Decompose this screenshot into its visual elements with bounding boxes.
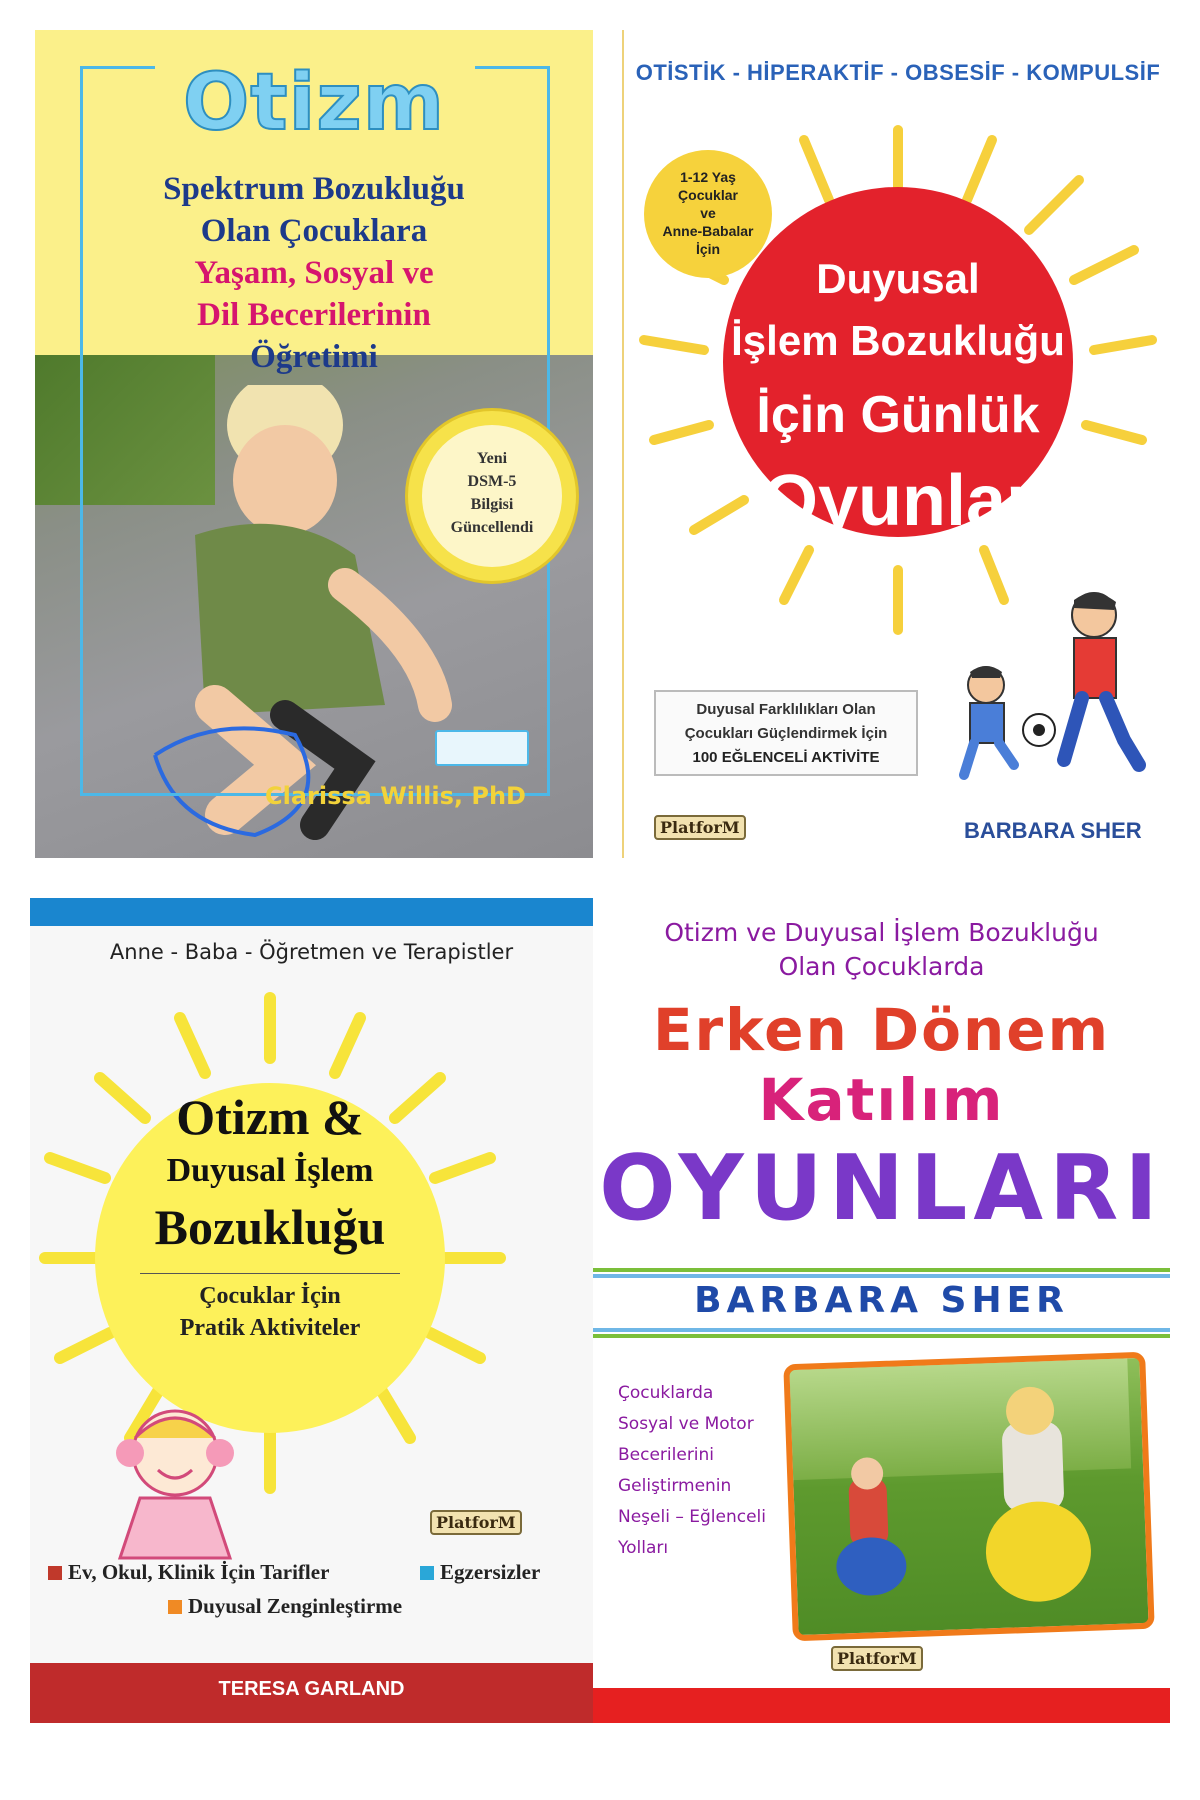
- subtitle-box: [654, 690, 918, 776]
- title-line-1: Duyusal: [816, 255, 980, 302]
- bottom-red-band: [593, 1688, 1170, 1723]
- author-name: BARBARA SHER: [964, 818, 1142, 843]
- bullet-square-blue: [420, 1566, 434, 1580]
- author-name: BARBARA SHER: [694, 1280, 1069, 1321]
- author-name: Clarissa Willis, PhD: [265, 782, 526, 810]
- stripe-green-top: [593, 1268, 1170, 1272]
- title-line-1: Erken Dönem: [652, 996, 1111, 1064]
- author-name: TERESA GARLAND: [218, 1678, 405, 1700]
- top-blue-band: [30, 898, 593, 926]
- stripe-blue-top: [593, 1274, 1170, 1278]
- title-line-blue-2: Olan Çocuklara: [200, 213, 428, 249]
- book-cover-otizm-duyusal-islem-bozuklugu[interactable]: [30, 898, 593, 1723]
- new-edition-badge: [405, 408, 579, 584]
- bullet-item-3: Duyusal Zenginleştirme: [188, 1594, 403, 1618]
- top-line: Anne - Baba - Öğretmen ve Terapistler: [109, 940, 514, 964]
- bullet-square-red: [48, 1566, 62, 1580]
- title-line-pink-1: Yaşam, Sosyal ve: [194, 255, 434, 291]
- side-text-line-4: Geliştirmenin: [618, 1476, 732, 1496]
- age-badge-line-4: Anne-Babalar: [662, 223, 754, 239]
- side-text-line-1: Çocuklarda: [618, 1383, 714, 1403]
- title-line-4: Oyunlar: [761, 461, 1035, 541]
- subtitle-line-2: Pratik Aktiviteler: [179, 1315, 361, 1341]
- bullet-list: [48, 1558, 588, 1648]
- badge-line-2: DSM-5: [467, 473, 517, 490]
- bullet-square-orange: [168, 1600, 182, 1614]
- title-divider: [140, 1273, 400, 1274]
- book-cover-erken-donem-katilim-oyunlari[interactable]: [593, 898, 1170, 1723]
- badge-line-3: Bilgisi: [470, 496, 514, 513]
- top-line-1: Otizm ve Duyusal İşlem Bozukluğu: [664, 918, 1099, 947]
- subtitle-line-1: Çocuklar İçin: [199, 1283, 341, 1309]
- age-badge-line-1: 1-12 Yaş: [680, 169, 736, 185]
- title-line-3: OYUNLARI: [599, 1136, 1164, 1241]
- side-text-line-6: Yolları: [618, 1538, 669, 1558]
- publisher-logo: PlatforM: [831, 1646, 923, 1671]
- badge-line-1: Yeni: [476, 450, 508, 467]
- title-line-blue-1: Spektrum Bozukluğu: [163, 171, 465, 207]
- stripe-blue-bottom: [593, 1328, 1170, 1332]
- subtitle-line-3: 100 EĞLENCELİ AKTİVİTE: [692, 749, 880, 766]
- girl-doodle-illustration: [90, 1398, 260, 1578]
- age-badge-line-3: ve: [700, 205, 716, 221]
- title-line-3: İçin Günlük: [756, 386, 1040, 444]
- title-line-2: Duyusal İşlem: [166, 1152, 374, 1189]
- book-cover-otizm-spektrum[interactable]: [35, 30, 593, 858]
- publisher-logo: [435, 730, 529, 766]
- kids-playing-football-illustration: [924, 590, 1164, 790]
- title-line-blue-3: Öğretimi: [250, 339, 378, 375]
- subtitle-line-2: Çocukları Güçlendirmek İçin: [684, 725, 888, 742]
- top-banner: OTİSTİK - HİPERAKTİF - OBSESİF - KOMPULSİF: [635, 60, 1161, 85]
- title-line-3: Bozukluğu: [154, 1199, 386, 1255]
- stripe-green-bottom: [593, 1334, 1170, 1338]
- title-line-2: İşlem Bozukluğu: [731, 317, 1065, 364]
- subtitle-line-1: Duyusal Farklılıkları Olan: [696, 701, 876, 718]
- book-cover-duyusal-islem-gunluk-oyunlar[interactable]: [622, 30, 1172, 858]
- side-text-line-2: Sosyal ve Motor: [618, 1414, 754, 1434]
- side-text-line-5: Neşeli – Eğlenceli: [618, 1507, 766, 1527]
- title-line-2: Katılım: [758, 1066, 1005, 1134]
- bullet-item-1: Ev, Okul, Klinik İçin Tarifler: [68, 1560, 330, 1584]
- cover-photo-kids-on-hop-balls: [783, 1352, 1154, 1641]
- title-line-1: Otizm &: [176, 1089, 364, 1145]
- side-text-block: [618, 1378, 766, 1564]
- side-text-line-3: Becerilerini: [618, 1445, 715, 1465]
- publisher-logo: PlatforM: [654, 815, 746, 840]
- publisher-logo: PlatforM: [430, 1510, 522, 1535]
- age-badge-line-2: Çocuklar: [678, 187, 738, 203]
- age-badge-line-5: İçin: [695, 241, 721, 257]
- top-line-2: Olan Çocuklarda: [778, 952, 985, 981]
- title-otizm: Otizm: [182, 58, 445, 148]
- badge-line-4: Güncellendi: [450, 519, 534, 536]
- author-band: [30, 1663, 593, 1723]
- title-line-pink-2: Dil Becerilerinin: [197, 297, 431, 333]
- bullet-item-2: Egzersizler: [440, 1560, 541, 1584]
